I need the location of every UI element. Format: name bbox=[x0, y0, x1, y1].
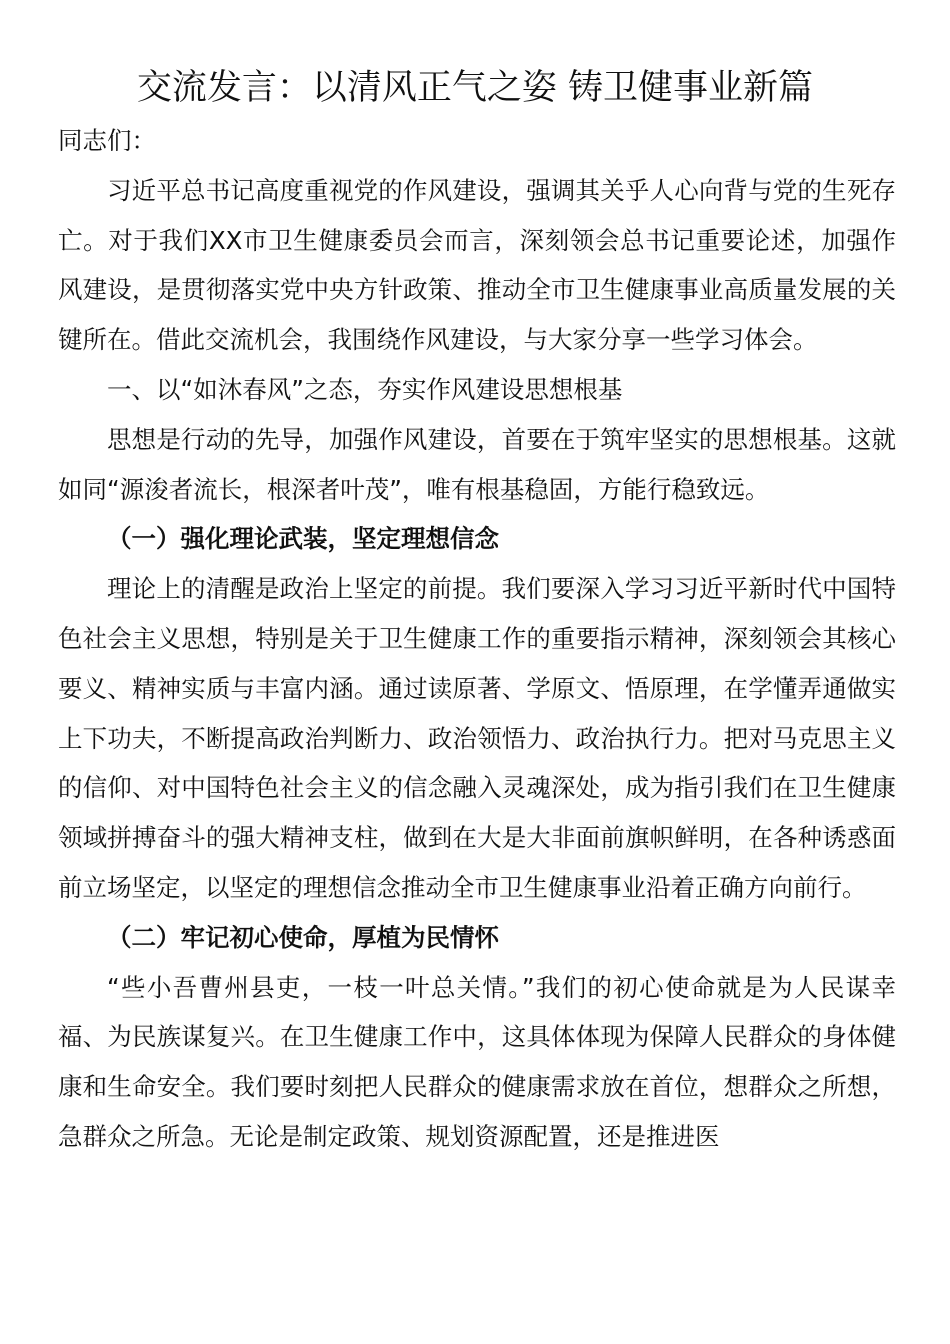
subsection-2-paragraph: “些小吾曹州县吏，一枝一叶总关情。”我们的初心使命就是为人民谋幸福、为民族谋复兴。在卫生健康工作中，这具体体现为保障人民群众的身体健康和生命安全。我们要时刻把人民群众的健康需求放在首位，想群众之所想，急群众之所急。无论是制定政策、规划资源配置，还是推进医 bbox=[58, 972, 896, 1151]
subsection-1-paragraph: 理论上的清醒是政治上坚定的前提。我们要深入学习习近平新时代中国特色社会主义思想，特别是关于卫生健康工作的重要指示精神，深刻领会其核心要义、精神实质与丰富内涵。通过读原著、学原文、悟原理，在学懂弄通做实上下功夫，不断提高政治判断力、政治领悟力、政治执行力。把对马克思主义的信仰、对中国特色社会主义的信念融入灵魂深处，成为指引我们在卫生健康领域拼搏奋斗的强大精神支柱，做到在大是大非面前旗帜鲜明，在各种诱惑面前立场坚定，以坚定的理想信念推动全市卫生健康事业沿着正确方向前行。 bbox=[58, 574, 896, 902]
section-1-heading: 一、以“如沐春风”之态，夯实作风建设思想根基 bbox=[107, 374, 623, 404]
greeting: 同志们： bbox=[58, 126, 156, 155]
document-title: 交流发言：以清风正气之姿 铸卫健事业新篇 bbox=[136, 68, 814, 108]
section-1-paragraph: 思想是行动的先导，加强作风建设，首要在于筑牢坚实的思想根基。这就如同“源浚者流长，根深者叶茂”，唯有根基稳固，方能行稳致远。 bbox=[58, 424, 896, 504]
intro-paragraph: 习近平总书记高度重视党的作风建设，强调其关乎人心向背与党的生死存亡。对于我们XX市卫生健康委员会而言，深刻领会总书记重要论述，加强作风建设，是贯彻落实党中央方针政策、推动全市卫生健康事业高质量发展的关键所在。借此交流机会，我围绕作风建设，与大家分享一些学习体会。 bbox=[58, 175, 896, 355]
subsection-2-heading: （二）牢记初心使命，厚植为民情怀 bbox=[107, 922, 499, 952]
subsection-1-heading: （一）强化理论武装，坚定理想信念 bbox=[107, 524, 499, 554]
document-body bbox=[58, 116, 896, 1162]
